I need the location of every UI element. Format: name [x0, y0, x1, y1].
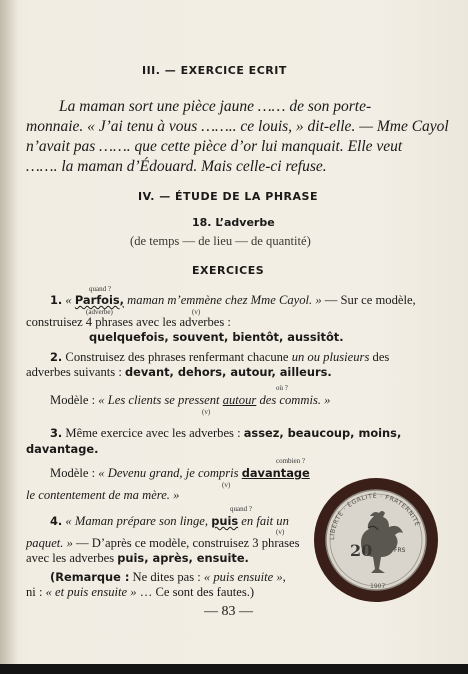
page-bottom-edge	[0, 664, 468, 674]
ex2-text-a: Construisez des phrases renfermant chacune	[65, 350, 289, 364]
ex4-note-quand: quand ?	[230, 505, 252, 513]
remark-quote-2: « et puis ensuite »	[45, 585, 137, 599]
ex2-model-label: Modèle :	[50, 393, 96, 407]
ex2-model-adverb: autour	[222, 393, 257, 407]
exercise-3-model-end: le contentement de ma mère. »	[26, 488, 180, 502]
ex1-note-adverbe: (adverbe)	[86, 308, 113, 316]
ex2-model-a: « Les clients se pressent	[98, 393, 220, 407]
ex4-adverb: puis	[211, 514, 239, 528]
exercise-1-line-1	[50, 293, 416, 308]
ex2-model-b: des commis. »	[259, 393, 331, 407]
ex3-number: 3.	[50, 426, 63, 440]
lesson-title: 18. L’adverbe	[192, 216, 275, 229]
exercise-2-line-2	[26, 365, 332, 380]
remark-text-a: Ne dites pas :	[132, 570, 201, 584]
remark-text-b: ni :	[26, 585, 43, 599]
ex1-note-quand: quand ?	[89, 285, 111, 293]
exercise-2-model	[50, 393, 330, 408]
ex3-note-combien: combien ?	[276, 457, 305, 465]
ex3-model-adverb: davantage	[241, 466, 310, 480]
ex2-text-b: un ou plusieurs	[291, 350, 370, 364]
exercise-line-1: La maman sort une pièce jaune …… de son porte-	[59, 98, 372, 115]
exercise-4-line-1	[50, 514, 289, 529]
ex4-line3-a: avec les adverbes	[26, 551, 115, 565]
ex1-adverb: Parfois,	[74, 293, 125, 307]
svg-text:1907: 1907	[370, 583, 386, 590]
exercises-heading: EXERCICES	[192, 264, 265, 277]
exercise-3-line-2: davantage.	[26, 442, 99, 456]
ex4-note-v: (v)	[276, 528, 285, 536]
exercise-line-3: n’avait pas ……. que cette pièce d’or lui manquait. Elle veut	[26, 138, 403, 155]
ex3-adverbs: assez, beaucoup, moins,	[243, 426, 402, 440]
exercise-3-line-1	[50, 426, 401, 441]
remark-line-2	[26, 585, 254, 600]
ex4-text-a: « Maman prépare son linge,	[65, 514, 209, 528]
ex2-adverbs: devant, dehors, autour, ailleurs.	[125, 365, 332, 379]
ex2-text-c: des	[372, 350, 390, 364]
gutter-shadow	[0, 0, 18, 664]
ex4-line2-a: paquet. »	[26, 536, 73, 550]
ex3-model-a: « Devenu grand, je compris	[98, 466, 239, 480]
lesson-subtitle: (de temps — de lieu — de quantité)	[130, 234, 311, 248]
exercise-line-4: ……. la maman d’Édouard. Mais celle-ci refuse.	[26, 158, 327, 175]
ex3-text-a: Même exercice avec les adverbes :	[65, 426, 241, 440]
remark-quote-1: « puis ensuite »,	[203, 570, 286, 584]
svg-text:LIBERTÉ · ÉGALITÉ · FRATERNITÉ: LIBERTÉ · ÉGALITÉ · FRATERNITÉ	[328, 492, 421, 541]
exercise-2-line-1	[50, 350, 389, 365]
svg-text:FRS: FRS	[394, 547, 406, 554]
remark-label: (Remarque :	[50, 570, 130, 584]
ex3-note-v: (v)	[222, 481, 231, 489]
ex4-number: 4.	[50, 514, 63, 528]
ex2-note-ou: où ?	[276, 384, 288, 392]
exercise-3-model	[50, 466, 310, 481]
section-3-heading: III. — EXERCICE ECRIT	[142, 64, 287, 77]
ex4-text-b: en fait un	[241, 514, 289, 528]
ex1-number: 1.	[50, 293, 63, 307]
section-4-heading: IV. — ÉTUDE DE LA PHRASE	[138, 190, 318, 203]
svg-text:20: 20	[350, 541, 373, 560]
ex2-line2-a: adverbes suivants :	[26, 365, 122, 379]
remark-text-c: … Ce sont des fautes.)	[139, 585, 255, 599]
ex1-note-v: (v)	[192, 308, 201, 316]
exercise-line-2: monnaie. « J’ai tenu à vous …….. ce louis, » dit-elle. — Mme Cayol	[26, 118, 449, 135]
remark-line-1	[50, 570, 286, 585]
ex2-number: 2.	[50, 350, 63, 364]
exercise-4-line-3	[26, 551, 249, 566]
exercise-1-adverbs: quelquefois, souvent, bientôt, aussitôt.	[89, 330, 344, 344]
ex3-model-label: Modèle :	[50, 466, 96, 480]
ex4-adverbs: puis, après, ensuite.	[117, 551, 249, 565]
ex2-note-v: (v)	[202, 408, 211, 416]
gold-coin-rooster-illustration	[312, 476, 440, 604]
page-number: — 83 —	[204, 604, 253, 619]
ex1-instruction: — Sur ce modèle,	[324, 293, 416, 307]
exercise-4-line-2	[26, 536, 300, 551]
ex4-line2-b: — D’après ce modèle, construisez 3 phrases	[76, 536, 300, 550]
ex1-sentence: maman m’emmène chez Mme Cayol. »	[127, 293, 322, 307]
ex1-open-quote: «	[65, 293, 72, 307]
exercise-1-line-2: construisez 4 phrases avec les adverbes :	[26, 315, 231, 329]
